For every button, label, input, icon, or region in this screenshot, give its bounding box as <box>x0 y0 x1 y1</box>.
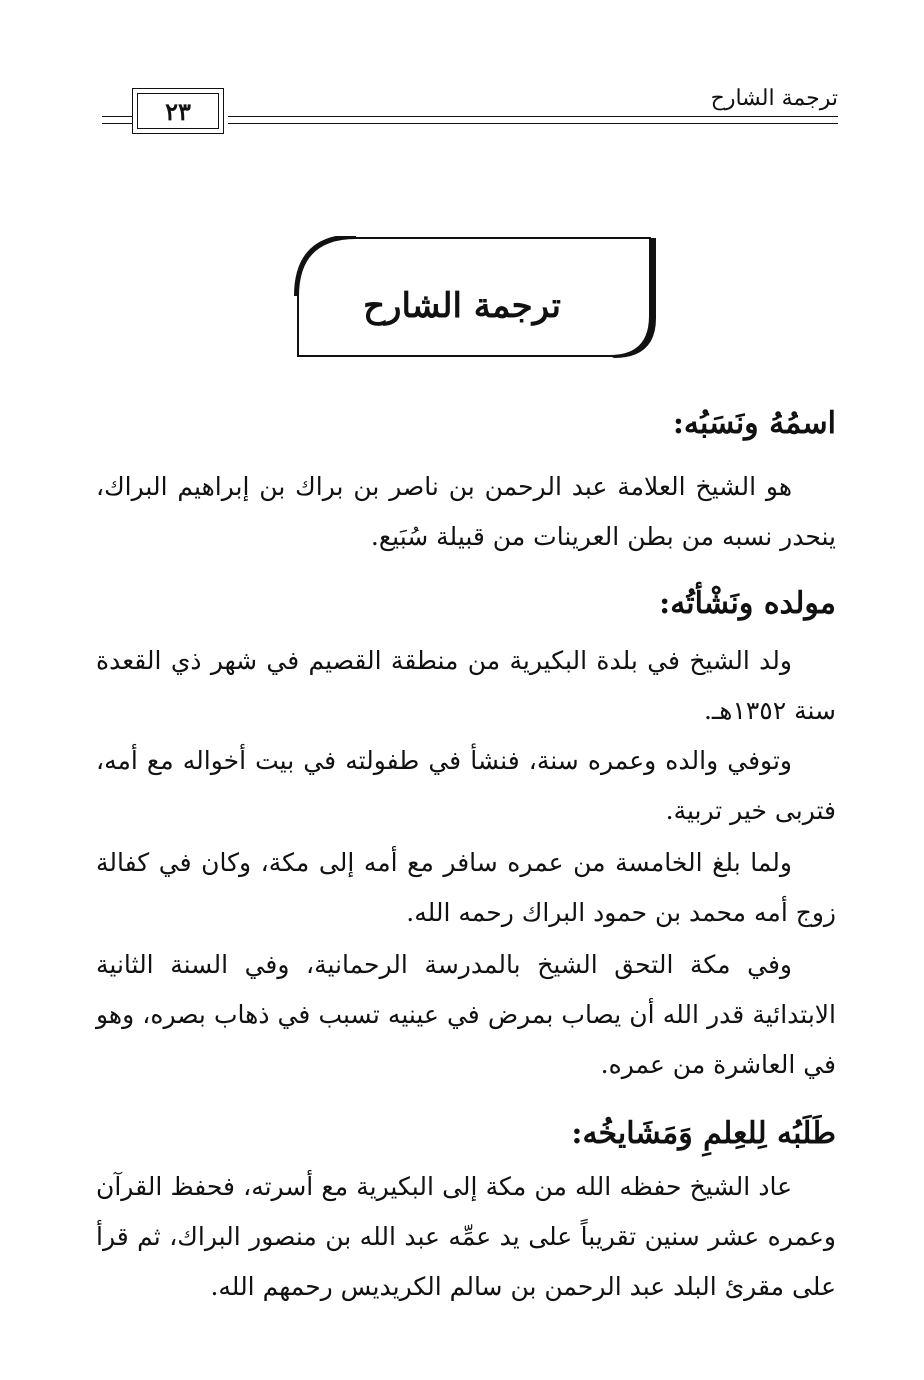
paragraph <box>96 940 836 1090</box>
paragraph-text: وتوفي والده وعمره سنة، فنشأ في طفولته في بيت أخواله مع أمه، فتربى خير تربية. <box>96 746 836 825</box>
paragraph <box>96 838 836 938</box>
paragraph-text: هو الشيخ العلامة عبد الرحمن بن ناصر بن براك بن إبراهيم البراك، ينحدر نسبه من بطن العرينات من قبيلة سُبَيع. <box>96 472 836 551</box>
page-number: ٢٣ <box>137 93 219 129</box>
header-left-rule-bottom <box>102 123 132 124</box>
page-number-box <box>132 88 224 134</box>
chapter-title: ترجمة الشارح <box>363 286 561 326</box>
section-heading-name-lineage: اسمُهُ ونَسَبُه: <box>672 406 836 441</box>
running-header-title: ترجمة الشارح <box>710 86 838 111</box>
header-left-rule-top <box>102 116 132 117</box>
paragraph-text: ولد الشيخ في بلدة البكيرية من منطقة القصيم في شهر ذي القعدة سنة ١٣٥٢هـ. <box>96 646 836 725</box>
header-rule-top <box>228 116 838 117</box>
paragraph <box>96 462 836 562</box>
paragraph-text: عاد الشيخ حفظه الله من مكة إلى البكيرية مع أسرته، فحفظ القرآن وعمره عشر سنين تقريباً على يد عمِّه عبد الله بن منصور البراك، ثم قرأ على مقرئ البلد عبد الرحمن بن سالم الكريديس رحمهم الله. <box>96 1172 836 1301</box>
section-heading-birth-upbringing: مولده ونَشْأتُه: <box>659 586 836 621</box>
section-heading-study-teachers: طَلَبُه لِلعِلمِ وَمَشَايخُه: <box>571 1116 836 1151</box>
paragraph-text: وفي مكة التحق الشيخ بالمدرسة الرحمانية، وفي السنة الثانية الابتدائية قدر الله أن يصاب بمرض في عينيه تسبب في ذهاب بصره، وهو في العاشرة من عمره. <box>96 950 836 1079</box>
paragraph <box>96 1162 836 1312</box>
header-rule-bottom <box>228 123 838 124</box>
paragraph <box>96 636 836 736</box>
paragraph <box>96 736 836 836</box>
paragraph-text: ولما بلغ الخامسة من عمره سافر مع أمه إلى مكة، وكان في كفالة زوج أمه محمد بن حمود البراك رحمه الله. <box>96 848 836 927</box>
